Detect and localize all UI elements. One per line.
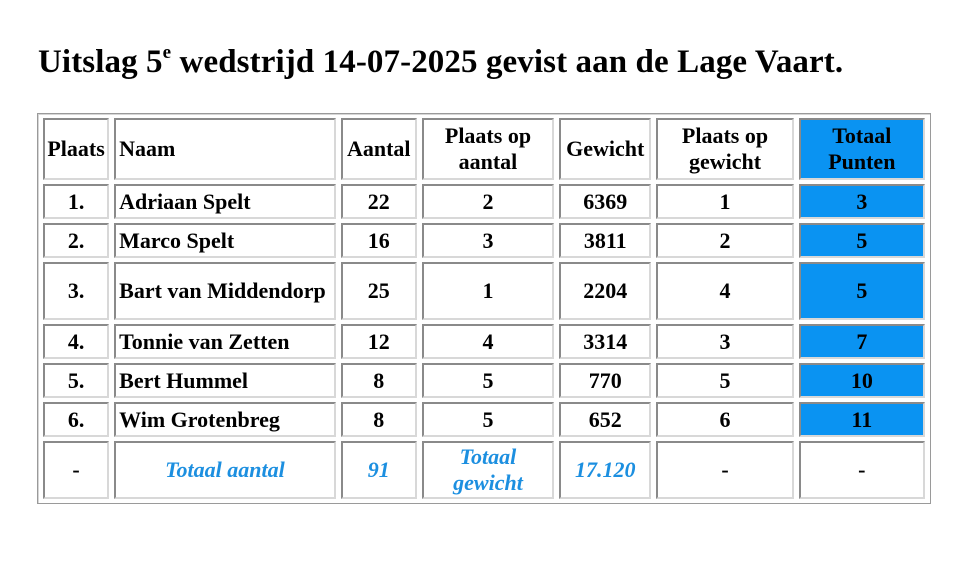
header-row [43,118,925,180]
cell-naam: Bert Hummel [114,363,336,398]
header-gewicht: Gewicht [559,118,651,180]
table-row [43,363,925,398]
cell-punten: 7 [799,324,925,359]
cell-punten: 3 [799,184,925,219]
cell-naam: Bart van Middendorp [114,262,336,320]
cell-plaats-aantal: 5 [422,402,554,437]
cell-aantal: 8 [341,363,417,398]
header-totaal-punten: Totaal Punten [799,118,925,180]
cell-aantal: 22 [341,184,417,219]
cell-aantal: 8 [341,402,417,437]
total-punten: - [799,441,925,499]
cell-naam: Wim Grotenbreg [114,402,336,437]
cell-naam: Tonnie van Zetten [114,324,336,359]
cell-punten: 11 [799,402,925,437]
cell-plaats-gewicht: 6 [656,402,793,437]
cell-aantal: 25 [341,262,417,320]
cell-plaats-aantal: 3 [422,223,554,258]
cell-plaats: 3. [43,262,109,320]
cell-gewicht: 6369 [559,184,651,219]
header-naam: Naam [114,118,336,180]
results-table [38,114,930,503]
cell-plaats-gewicht: 5 [656,363,793,398]
title-superscript: e [162,42,172,63]
cell-plaats-aantal: 5 [422,363,554,398]
cell-plaats: 4. [43,324,109,359]
cell-punten: 10 [799,363,925,398]
cell-plaats: 6. [43,402,109,437]
cell-plaats: 5. [43,363,109,398]
table-row [43,184,925,219]
title-suffix: wedstrijd 14-07-2025 gevist aan de Lage Vaart. [171,44,844,80]
cell-plaats-gewicht: 1 [656,184,793,219]
cell-plaats: 2. [43,223,109,258]
title-prefix: Uitslag 5 [38,44,163,80]
total-aantal-value: 91 [341,441,417,499]
cell-naam: Adriaan Spelt [114,184,336,219]
cell-gewicht: 770 [559,363,651,398]
cell-gewicht: 3314 [559,324,651,359]
header-plaats-op-aantal: Plaats op aantal [422,118,554,180]
cell-aantal: 16 [341,223,417,258]
cell-plaats-aantal: 2 [422,184,554,219]
cell-plaats-gewicht: 3 [656,324,793,359]
cell-plaats-aantal: 4 [422,324,554,359]
total-aantal-label: Totaal aantal [114,441,336,499]
table-row [43,324,925,359]
total-gewicht-label: Totaal gewicht [422,441,554,499]
cell-gewicht: 652 [559,402,651,437]
totals-row [43,441,925,499]
cell-plaats: 1. [43,184,109,219]
results-table-frame [37,113,931,504]
cell-plaats-gewicht: 2 [656,223,793,258]
table-row [43,262,925,320]
table-row [43,402,925,437]
cell-punten: 5 [799,223,925,258]
cell-aantal: 12 [341,324,417,359]
cell-plaats-gewicht: 4 [656,262,793,320]
page-title [38,44,843,81]
header-plaats: Plaats [43,118,109,180]
cell-gewicht: 2204 [559,262,651,320]
total-plaats-gewicht: - [656,441,793,499]
cell-gewicht: 3811 [559,223,651,258]
total-plaats: - [43,441,109,499]
cell-plaats-aantal: 1 [422,262,554,320]
table-row [43,223,925,258]
cell-naam: Marco Spelt [114,223,336,258]
cell-punten: 5 [799,262,925,320]
header-plaats-op-gewicht: Plaats op gewicht [656,118,793,180]
header-aantal: Aantal [341,118,417,180]
total-gewicht-value: 17.120 [559,441,651,499]
